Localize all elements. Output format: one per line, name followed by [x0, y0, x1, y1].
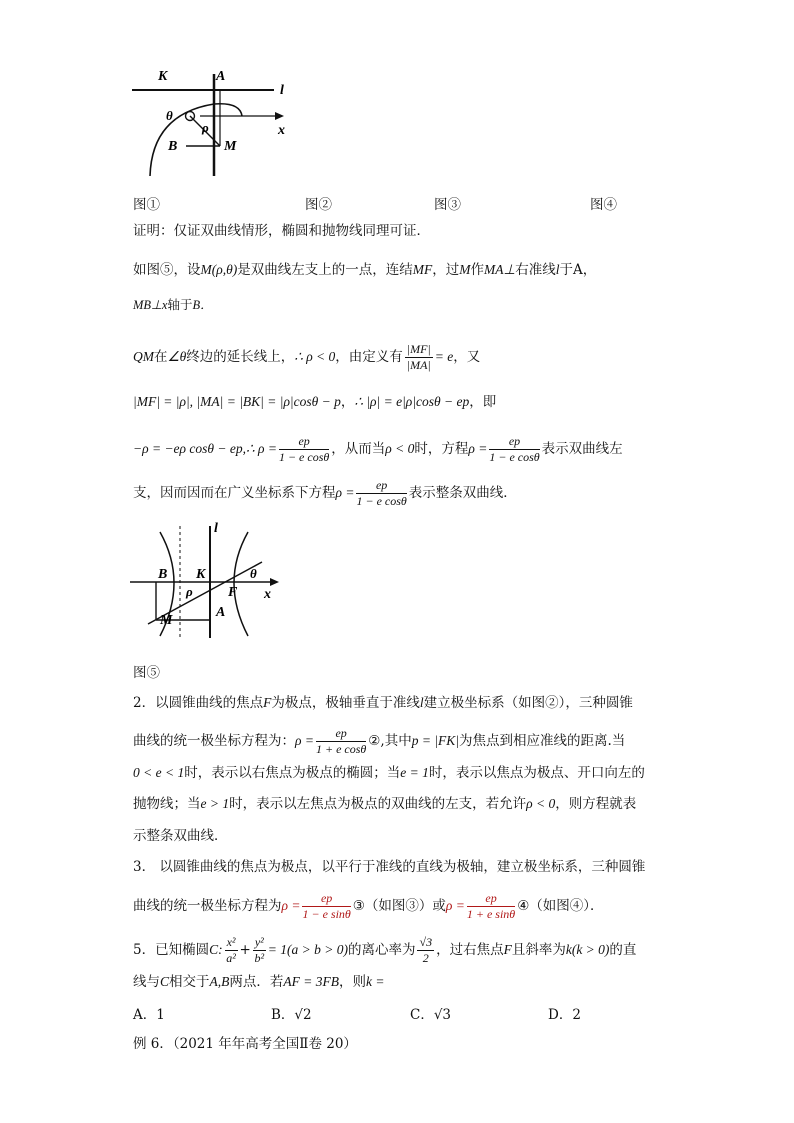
proof-line-6: 支，因而因而在广义坐标系下方程ρ = $\frac{ep}{\text{1 − e cosθ}}$ 表示整条双曲线． [133, 478, 517, 508]
option-a: A．1 [133, 1007, 165, 1023]
item3-line-2: 曲线的统一极坐标方程为ρ = $\frac{ep}{\text{1 − e sinθ}}$ ③（如图③）或ρ = $\frac{ep}{\text{1 + e sinθ}}$ ④（如图④）． [133, 891, 604, 921]
caption-figure-5: 图⑤ [133, 665, 160, 681]
option-d: D．2 [548, 1007, 581, 1023]
proof-intro: 证明：仅证双曲线情形，椭圆和抛物线同理可证． [133, 223, 430, 239]
fig1-label-K: K [158, 69, 168, 84]
item2-line-4: 抛物线；当e > 1时，表示以左焦点为极点的双曲线的左支，若允许ρ < 0，则方程就表 [133, 796, 637, 812]
proof-line-3: QM在∠θ终边的延长线上，∴ ρ < 0，由定义有 $\frac{|MF|}{|MA|}$ = e，又 [133, 342, 481, 372]
fig5-label-F: F [228, 585, 238, 600]
proof-line-5: −ρ = −eρ cosθ − ep,∴ ρ = $\frac{ep}{\text{1 − e cosθ}}$ ，从而当ρ < 0时，方程ρ = $\frac{ep}{\text{1 − e cosθ}}$ 表示双曲线左 [133, 434, 623, 464]
fig5-label-l: l [214, 521, 218, 536]
fig5-label-M: M [160, 613, 173, 628]
item2-line-3: 0 < e < 1时，表示以右焦点为极点的椭圆；当e = 1时，表示以焦点为极点、开口向左的 [133, 765, 645, 781]
item2-line-1: 2．以圆锥曲线的焦点F为极点，极轴垂直于准线l建立极坐标系（如图②），三种圆锥 [133, 695, 633, 711]
item3-line-1: 3． 以圆锥曲线的焦点为极点，以平行于准线的直线为极轴，建立极坐标系，三种圆锥 [133, 859, 646, 875]
item5-line-2: 线与C相交于A,B两点．若AF = 3FB，则k = [133, 974, 385, 990]
caption-figure-1: 图① [133, 197, 160, 213]
fig5-label-K: K [196, 567, 206, 582]
proof-line-2: MB⊥x轴于B． [133, 297, 213, 312]
caption-figure-2: 图② [305, 197, 332, 213]
fig1-label-B: B [168, 139, 178, 154]
fig1-label-rho: ρ [202, 120, 209, 135]
proof-line-4: |MF| = |ρ|, |MA| = |BK| = |ρ|cosθ − p，∴ |ρ| = e|ρ|cosθ − ep，即 [133, 394, 497, 410]
fig1-label-A: A [216, 69, 226, 84]
example-heading: 例 6．（2021 年年高考全国Ⅱ卷 20） [133, 1036, 357, 1052]
option-b: B．√2 [271, 1007, 312, 1023]
fig5-label-B: B [158, 567, 168, 582]
figure-1-diagram [130, 64, 300, 182]
fig1-label-x: x [278, 123, 285, 138]
fig5-label-theta: θ [250, 566, 257, 581]
option-c: C．√3 [410, 1007, 452, 1023]
fig1-label-l: l [280, 83, 284, 98]
item5-line-1: 5．已知椭圆C: $\frac{\text{x²}}{\text{a²}}$ + $\frac{\text{y²}}{\text{b²}}$ = 1(a > b > 0)的离心率为 $\frac{√3}{2}$ ，过右焦点F且斜率为k(k > 0)的直 [133, 935, 637, 965]
fig1-label-M: M [224, 139, 237, 154]
fig5-label-x: x [264, 587, 271, 602]
caption-figure-4: 图④ [590, 197, 617, 213]
fig5-label-rho: ρ [186, 584, 193, 599]
proof-line-1: 如图⑤，设M(ρ,θ)是双曲线左支上的一点，连结MF，过M作MA⊥右准线l于A， [133, 262, 597, 278]
item2-line-5: 示整条双曲线． [133, 828, 228, 844]
fig5-label-A: A [216, 605, 226, 620]
figure-5-diagram [130, 518, 290, 640]
fig1-label-theta: θ [166, 108, 173, 123]
caption-figure-3: 图③ [434, 197, 461, 213]
item2-line-2: 曲线的统一极坐标方程为：ρ = $\frac{ep}{\text{1 + e cosθ}}$ ②,其中p = |FK|为焦点到相应准线的距离.当 [133, 726, 626, 756]
